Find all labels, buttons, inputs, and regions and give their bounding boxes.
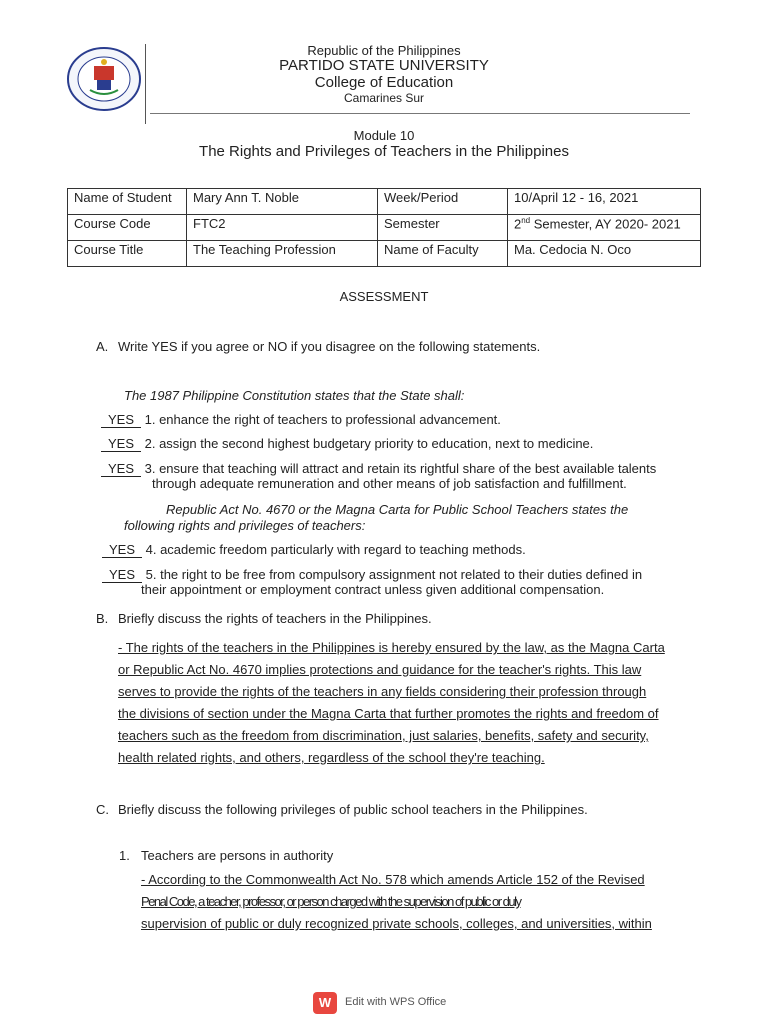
table-cell: Course Code [68,215,187,241]
section-c-instruction: Briefly discuss the following privileges of public school teachers in the Philippines. [118,802,588,817]
section-b-answer [118,637,708,769]
section-b-instruction: Briefly discuss the rights of teachers in the Philippines. [118,611,432,626]
table-cell: Course Title [68,241,187,267]
table-cell: 10/April 12 - 16, 2021 [508,189,701,215]
answer-field[interactable]: YES [102,543,142,558]
answer-field[interactable]: YES [101,413,141,428]
answer-line: supervision of public or duly recognized private schools, colleges, and universities, within [141,916,652,931]
wps-edit-label: Edit with WPS Office [345,996,447,1008]
table-cell: Week/Period [378,189,508,215]
answer-line: teachers such as the freedom from discrimination, just salaries, benefits, safety and security, [118,728,649,743]
list-item [101,461,656,477]
list-item [102,567,642,583]
table-cell: Name of Student [68,189,187,215]
header-divider-horizontal [150,113,690,114]
section-a-instruction: Write YES if you agree or NO if you disagree on the following statements. [118,339,541,354]
section-c-item-answer [141,869,701,935]
answer-line: or Republic Act No. 4670 implies protections and guidance for the teacher's rights. This law [118,662,642,677]
table-cell: The Teaching Profession [187,241,378,267]
table-cell: Mary Ann T. Noble [187,189,378,215]
wps-edit-link[interactable] [313,992,453,1014]
list-item [102,542,526,558]
answer-field[interactable]: YES [101,462,141,477]
semester-ordinal: nd [521,216,531,225]
section-c-item-number: 1. [119,848,130,863]
statement-text: 4. academic freedom particularly with regard to teaching methods. [145,542,526,557]
semester-number: 2 [514,216,522,232]
table-cell: FTC2 [187,215,378,241]
table-cell: Ma. Cedocia N. Oco [508,241,701,267]
university-name: PARTIDO STATE UNIVERSITY [279,57,489,74]
province-name: Camarines Sur [343,91,425,105]
section-a-label: A. [96,339,109,354]
section-c-label: C. [96,802,109,817]
answer-line: - According to the Commonwealth Act No. 578 which amends Article 152 of the Revised [141,872,645,887]
table-cell: Name of Faculty [378,241,508,267]
table-row [68,189,701,215]
magna-carta-intro: Republic Act No. 4670 or the Magna Carta for Public School Teachers states the [166,502,629,517]
list-item [101,436,593,452]
republic-text: Republic of the Philippines [307,43,461,58]
statement-text-continued: their appointment or employment contract unless given additional compensation. [141,582,605,597]
statement-text: 5. the right to be free from compulsory assignment not related to their duties defined in [145,567,643,582]
student-info-table [67,188,701,267]
table-row [68,241,701,267]
statement-text: 2. assign the second highest budgetary priority to education, next to medicine. [144,436,594,451]
statement-text-continued: through adequate remuneration and other means of job satisfaction and fulfillment. [152,476,627,491]
answer-line: - The rights of the teachers in the Philippines is hereby ensured by the law, as the Magna Carta [118,640,665,655]
answer-field[interactable]: YES [102,568,142,583]
answer-line: the divisions of section under the Magna Carta that further promotes the rights and freedom of [118,706,659,721]
table-cell: Semester [378,215,508,241]
module-title: The Rights and Privileges of Teachers in the Philippines [199,143,569,160]
module-number: Module 10 [353,128,415,143]
section-b-label: B. [96,611,109,626]
list-item [101,412,501,428]
table-row [68,215,701,241]
answer-line: health related rights, and others, regardless of the school they're teaching. [118,750,545,765]
magna-carta-intro-continued: following rights and privileges of teachers: [124,518,366,533]
statement-text: 1. enhance the right of teachers to professional advancement. [144,412,501,427]
assessment-title: ASSESSMENT [339,289,429,304]
table-cell [508,215,701,241]
semester-rest: Semester, AY 2020- 2021 [530,216,681,232]
answer-line: serves to provide the rights of the teachers in any fields considering their profession through [118,684,647,699]
constitution-intro: The 1987 Philippine Constitution states that the State shall: [124,388,465,403]
section-c-item-title: Teachers are persons in authority [141,848,334,863]
answer-field[interactable]: YES [101,437,141,452]
college-name: College of Education [314,74,454,91]
wps-logo-icon: W [313,992,337,1014]
answer-line: Penal Code, a teacher, professor, or person charged with the supervision of public or duly [141,894,521,909]
statement-text: 3. ensure that teaching will attract and retain its rightful share of the best available talents [144,461,657,476]
